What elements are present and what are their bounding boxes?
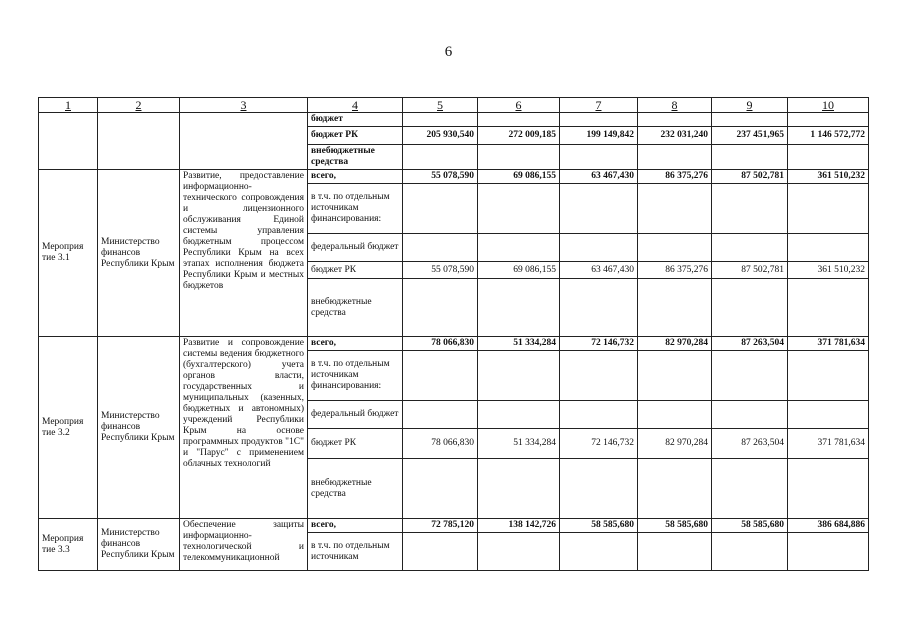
value-cell bbox=[788, 234, 869, 262]
value-cell: 361 510,232 bbox=[788, 262, 869, 279]
value-cell: 371 781,634 bbox=[788, 337, 869, 351]
table-row bbox=[39, 170, 869, 184]
source-cell: всего, bbox=[308, 170, 403, 184]
org-cell bbox=[98, 113, 180, 170]
table-row bbox=[39, 519, 869, 533]
source-cell: в т.ч. по отдельным источникам bbox=[308, 533, 403, 571]
source-cell: внебюджетные средства bbox=[308, 145, 403, 170]
column-header: 6 bbox=[478, 98, 560, 113]
value-cell bbox=[788, 533, 869, 571]
value-cell bbox=[403, 234, 478, 262]
value-cell: 63 467,430 bbox=[560, 170, 638, 184]
source-cell: бюджет bbox=[308, 113, 403, 127]
value-cell bbox=[638, 533, 712, 571]
value-cell bbox=[638, 459, 712, 519]
description-cell: Развитие, предоставление информационно-технического сопровождения и лицензионного обслуживания Единой системы управления бюджетным процессом Республики Крым на всех этапах исполнения бюджета Республики Крым и местных бюджетов bbox=[180, 170, 308, 337]
description-cell bbox=[180, 113, 308, 170]
value-cell bbox=[478, 533, 560, 571]
value-cell: 199 149,842 bbox=[560, 127, 638, 145]
value-cell bbox=[712, 184, 788, 234]
value-cell: 55 078,590 bbox=[403, 262, 478, 279]
column-header: 10 bbox=[788, 98, 869, 113]
column-header: 5 bbox=[403, 98, 478, 113]
value-cell bbox=[712, 234, 788, 262]
source-cell: бюджет РК bbox=[308, 262, 403, 279]
value-cell bbox=[478, 234, 560, 262]
header-row bbox=[39, 98, 869, 113]
value-cell bbox=[638, 184, 712, 234]
value-cell bbox=[403, 184, 478, 234]
value-cell bbox=[560, 184, 638, 234]
value-cell: 72 785,120 bbox=[403, 519, 478, 533]
value-cell: 272 009,185 bbox=[478, 127, 560, 145]
value-cell bbox=[403, 279, 478, 337]
value-cell bbox=[478, 184, 560, 234]
event-cell bbox=[39, 113, 98, 170]
org-cell: Министерство финансов Республики Крым bbox=[98, 337, 180, 519]
value-cell bbox=[478, 279, 560, 337]
table-row bbox=[39, 337, 869, 351]
source-cell: федеральный бюджет bbox=[308, 234, 403, 262]
value-cell bbox=[560, 533, 638, 571]
value-cell bbox=[712, 113, 788, 127]
source-cell: всего, bbox=[308, 337, 403, 351]
value-cell: 58 585,680 bbox=[712, 519, 788, 533]
description-cell: Обеспечение защиты информационно-технологической и телекоммуникационной bbox=[180, 519, 308, 571]
table-row bbox=[39, 113, 869, 127]
value-cell bbox=[638, 113, 712, 127]
value-cell bbox=[638, 145, 712, 170]
value-cell bbox=[788, 351, 869, 401]
event-cell: Мероприя тие 3.1 bbox=[39, 170, 98, 337]
value-cell bbox=[788, 184, 869, 234]
source-cell: бюджет РК bbox=[308, 429, 403, 459]
value-cell: 63 467,430 bbox=[560, 262, 638, 279]
value-cell: 78 066,830 bbox=[403, 337, 478, 351]
value-cell bbox=[403, 145, 478, 170]
value-cell: 138 142,726 bbox=[478, 519, 560, 533]
column-header: 4 bbox=[308, 98, 403, 113]
value-cell: 51 334,284 bbox=[478, 429, 560, 459]
source-cell: всего, bbox=[308, 519, 403, 533]
value-cell: 87 263,504 bbox=[712, 429, 788, 459]
source-cell: в т.ч. по отдельным источникам финансирования: bbox=[308, 351, 403, 401]
value-cell bbox=[560, 145, 638, 170]
budget-table bbox=[38, 97, 869, 571]
value-cell: 205 930,540 bbox=[403, 127, 478, 145]
value-cell bbox=[712, 459, 788, 519]
source-cell: в т.ч. по отдельным источникам финансирования: bbox=[308, 184, 403, 234]
org-cell: Министерство финансов Республики Крым bbox=[98, 519, 180, 571]
value-cell bbox=[788, 279, 869, 337]
value-cell: 78 066,830 bbox=[403, 429, 478, 459]
value-cell bbox=[560, 279, 638, 337]
value-cell bbox=[638, 351, 712, 401]
page-number: 6 bbox=[444, 44, 453, 60]
value-cell bbox=[478, 459, 560, 519]
description-cell: Развитие и сопровождение системы ведения бюджетного (бухгалтерского) учета органов власти, государственных и муниципальных (казенных, бюджетных и автономных) учреждений Республики Крым на основе программных продуктов "1С" и "Парус" с применением облачных технологий bbox=[180, 337, 308, 519]
value-cell: 87 502,781 bbox=[712, 170, 788, 184]
value-cell: 69 086,155 bbox=[478, 170, 560, 184]
value-cell bbox=[638, 279, 712, 337]
value-cell: 72 146,732 bbox=[560, 337, 638, 351]
value-cell bbox=[638, 401, 712, 429]
value-cell bbox=[788, 145, 869, 170]
value-cell: 86 375,276 bbox=[638, 262, 712, 279]
value-cell: 1 146 572,772 bbox=[788, 127, 869, 145]
value-cell bbox=[560, 234, 638, 262]
value-cell: 86 375,276 bbox=[638, 170, 712, 184]
value-cell: 58 585,680 bbox=[638, 519, 712, 533]
value-cell bbox=[638, 234, 712, 262]
value-cell: 82 970,284 bbox=[638, 429, 712, 459]
value-cell bbox=[478, 401, 560, 429]
value-cell bbox=[403, 401, 478, 429]
column-header: 9 bbox=[712, 98, 788, 113]
value-cell: 51 334,284 bbox=[478, 337, 560, 351]
event-cell: Мероприя тие 3.3 bbox=[39, 519, 98, 571]
value-cell: 82 970,284 bbox=[638, 337, 712, 351]
value-cell bbox=[560, 113, 638, 127]
value-cell bbox=[403, 533, 478, 571]
value-cell bbox=[788, 401, 869, 429]
value-cell bbox=[560, 401, 638, 429]
column-header: 3 bbox=[180, 98, 308, 113]
value-cell bbox=[560, 351, 638, 401]
source-cell: внебюджетные средства bbox=[308, 279, 403, 337]
value-cell: 237 451,965 bbox=[712, 127, 788, 145]
value-cell bbox=[560, 459, 638, 519]
value-cell bbox=[712, 533, 788, 571]
source-cell: федеральный бюджет bbox=[308, 401, 403, 429]
value-cell: 69 086,155 bbox=[478, 262, 560, 279]
source-cell: внебюджетные средства bbox=[308, 459, 403, 519]
value-cell bbox=[403, 113, 478, 127]
column-header: 2 bbox=[98, 98, 180, 113]
value-cell: 58 585,680 bbox=[560, 519, 638, 533]
source-cell: бюджет РК bbox=[308, 127, 403, 145]
value-cell: 87 263,504 bbox=[712, 337, 788, 351]
column-header: 1 bbox=[39, 98, 98, 113]
value-cell bbox=[403, 459, 478, 519]
value-cell bbox=[712, 351, 788, 401]
value-cell: 87 502,781 bbox=[712, 262, 788, 279]
value-cell: 361 510,232 bbox=[788, 170, 869, 184]
column-header: 8 bbox=[638, 98, 712, 113]
column-header: 7 bbox=[560, 98, 638, 113]
value-cell: 55 078,590 bbox=[403, 170, 478, 184]
value-cell bbox=[403, 351, 478, 401]
value-cell bbox=[478, 145, 560, 170]
value-cell bbox=[712, 401, 788, 429]
value-cell bbox=[788, 459, 869, 519]
value-cell bbox=[478, 113, 560, 127]
value-cell: 72 146,732 bbox=[560, 429, 638, 459]
value-cell: 371 781,634 bbox=[788, 429, 869, 459]
value-cell bbox=[712, 145, 788, 170]
value-cell bbox=[478, 351, 560, 401]
value-cell bbox=[788, 113, 869, 127]
value-cell bbox=[712, 279, 788, 337]
event-cell: Мероприя тие 3.2 bbox=[39, 337, 98, 519]
org-cell: Министерство финансов Республики Крым bbox=[98, 170, 180, 337]
value-cell: 386 684,886 bbox=[788, 519, 869, 533]
value-cell: 232 031,240 bbox=[638, 127, 712, 145]
